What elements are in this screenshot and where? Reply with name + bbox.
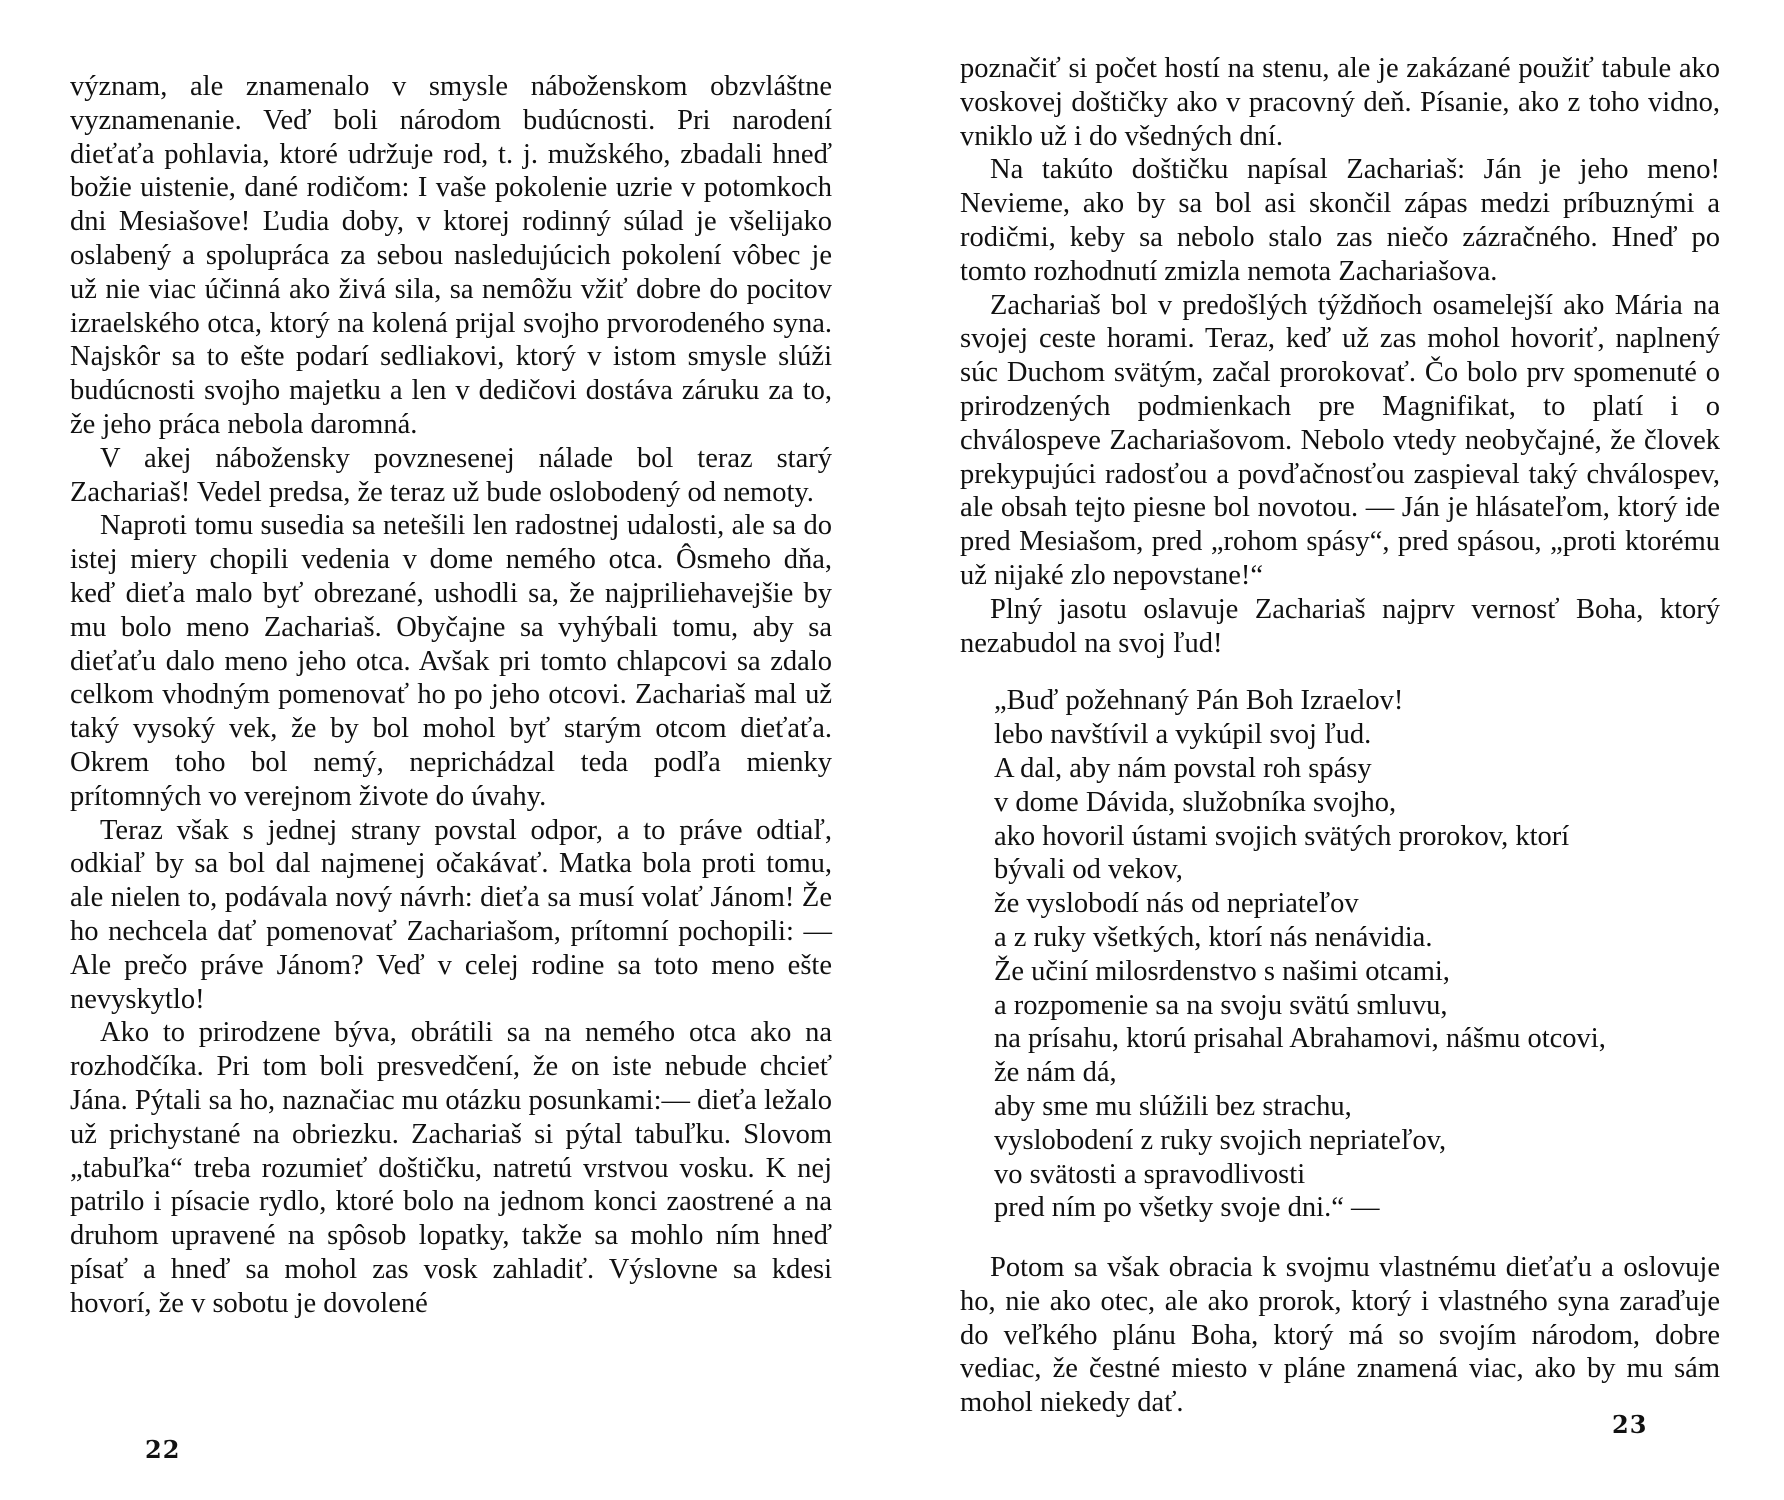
paragraph: Ako to prirodzene býva, obrátili sa na nemého otca ako na rozhodčíka. Pri tom boli presvedčení, že on iste nebude chcieť Jána. Pýtali sa ho, naznačiac mu otázku posunkami:— dieťa ležalo už prichystané na obriezku. Zachariaš si pýtal tabuľku. Slovom „tabuľka“ treba rozumieť doštičku, natretú vrstvou vosku. K nej patrilo i písacie rydlo, ktoré bolo na jednom konci zaostrené a na druhom upravené na spôsob lopatky, takže sa mohlo ním hneď písať a hneď sa mohol zas vosk zahladiť. Výslovne sa kdesi hovorí, že v sobotu je dovolené (70, 1017, 832, 1319)
left-page-text (70, 70, 832, 1320)
right-page-text (960, 52, 1720, 1420)
verse-line: aby sme mu slúžili bez strachu, (994, 1090, 1352, 1122)
canticle-verse (994, 684, 1720, 1225)
verse-line: A dal, aby nám povstal roh spásy (994, 752, 1372, 784)
paragraph: V akej nábožensky povznesenej nálade bol teraz starý Zachariaš! Vedel predsa, že teraz už bude oslobodený od nemoty. (70, 442, 832, 508)
paragraph: Teraz však s jednej strany povstal odpor, a to práve odtiaľ, odkiaľ by sa bol dal najmenej očakávať. Matka bola proti tomu, ale nielen to, podávala nový návrh: dieťa sa musí volať Jánom! Že ho nechcela dať pomenovať Zachariašom, prítomní pochopili: — Ale prečo práve Jánom? Veď v celej rodine sa toto meno ešte nevyskytlo! (70, 814, 832, 1015)
paragraph: poznačiť si počet hostí na stenu, ale je zakázané použiť tabule ako voskovej doštičky ako v pracovný deň. Písanie, ako z toho vidno, vniklo už i do všedných dní. (960, 53, 1720, 152)
paragraph: význam, ale znamenalo v smysle náboženskom obzvláštne vyznamenanie. Veď boli národom budúcnosti. Pri narodení dieťaťa pohlavia, ktoré udržuje rod, t. j. mužského, zbadali hneď božie uistenie, dané rodičom: I vaše pokolenie uzrie v potomkoch dni Mesiašove! Ľudia doby, v ktorej rodinný súlad je všelijako oslabený a spolupráca za sebou nasledujúcich pokolení vôbec je už nie viac účinná ako živá sila, sa nemôžu vžiť dobre do pocitov izraelského otca, ktorý na kolená prijal svojho prvorodeného syna. Najskôr sa to ešte podarí sedliakovi, ktorý v istom smysle slúži budúcnosti svojho majetku a len v dedičovi dostáva záruku za to, že jeho práca nebola daromná. (70, 71, 832, 440)
verse-line: „Buď požehnaný Pán Boh Izraelov! (994, 685, 1404, 717)
verse-line: ako hovoril ústami svojich svätých prorokov, ktorí (994, 820, 1570, 852)
verse-line: že nám dá, (994, 1057, 1117, 1089)
verse-line: Že učiní milosrdenstvo s našimi otcami, (994, 955, 1450, 987)
verse-line: lebo navštívil a vykúpil svoj ľud. (994, 719, 1372, 751)
verse-line: vyslobodení z ruky svojich nepriateľov, (994, 1124, 1447, 1156)
verse-line: a rozpomenie sa na svoju svätú smluvu, (994, 989, 1448, 1021)
page-number: 22 (145, 1435, 181, 1464)
verse-line: pred ním po všetky svoje dni.“ — (994, 1192, 1380, 1224)
verse-line: v dome Dávida, služobníka svojho, (994, 786, 1397, 818)
verse-line: na prísahu, ktorú prisahal Abrahamovi, nášmu otcovi, (994, 1023, 1606, 1055)
paragraph: Potom sa však obracia k svojmu vlastnému dieťaťu a oslovuje ho, nie ako otec, ale ako prorok, ktorý i vlastného syna zaraďuje do veľkého plánu Boha, ktorý má so svojím národom, dobre vediac, že čestné miesto v pláne znamená viac, ako by mu sám mohol niekedy dať. (960, 1252, 1720, 1419)
paragraph: Zachariaš bol v predošlých týždňoch osamelejší ako Mária na svojej ceste horami. Teraz, keď už zas mohol hovoriť, naplnený súc Duchom svätým, začal prorokovať. Čo bolo prv spomenuté o prirodzených podmienkach pre Magnifikat, to platí i o chválospeve Zachariašovom. Nebolo vtedy neobyčajné, že človek prekypujúci radosťou a povďačnosťou zaspieval taký chválospev, ale obsah tejto piesne bol novotou. — Ján je hlásateľom, ktorý ide pred Mesiašom, pred „rohom spásy“, pred spásou, „proti ktorému už nijaké zlo nepovstane!“ (960, 289, 1720, 591)
verse-line: že vyslobodí nás od nepriateľov (994, 888, 1359, 920)
verse-line: vo svätosti a spravodlivosti (994, 1158, 1306, 1190)
verse-line: bývali od vekov, (994, 854, 1183, 886)
verse-line: a z ruky všetkých, ktorí nás nenávidia. (994, 921, 1433, 953)
paragraph: Naproti tomu susedia sa netešili len radostnej udalosti, ale sa do istej miery chopili vedenia v dome nemého otca. Ôsmeho dňa, keď dieťa malo byť obrezané, ushodli sa, že najpriliehavejšie by mu bolo meno Zachariaš. Obyčajne sa vyhýbali tomu, aby sa dieťaťu dalo meno jeho otca. Avšak pri tomto chlapcovi sa zdalo celkom vhodným pomenovať ho po jeho otcovi. Zachariaš mal už taký vysoký vek, že by bol mohol byť starým otcom dieťaťa. Okrem toho bol nemý, neprichádzal teda podľa mienky prítomných vo verejnom živote do úvahy. (70, 510, 832, 812)
page-number: 23 (1612, 1410, 1648, 1439)
paragraph: Na takúto doštičku napísal Zachariaš: Ján je jeho meno! Nevieme, ako by sa bol asi skončil zápas medzi príbuznými a rodičmi, keby sa nebolo stalo zas niečo zázračného. Hneď po tomto rozhodnutí zmizla nemota Zachariašova. (960, 154, 1720, 287)
paragraph: Plný jasotu oslavuje Zachariaš najprv vernosť Boha, ktorý nezabudol na svoj ľud! (960, 593, 1720, 659)
